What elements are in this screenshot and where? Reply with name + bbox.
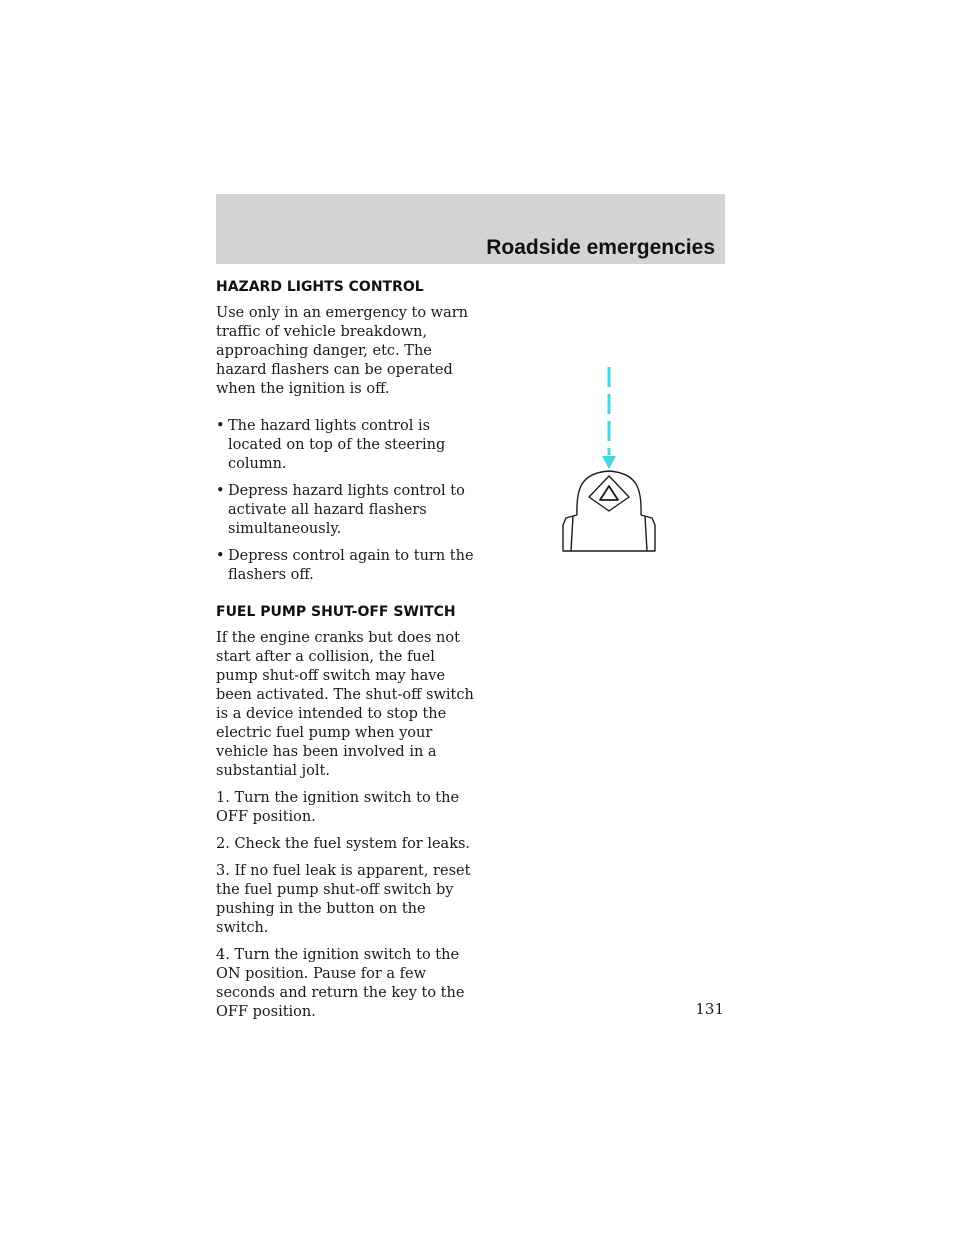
- hazard-triangle-icon: [589, 476, 629, 511]
- hazard-intro-paragraph: Use only in an emergency to warn traffic of vehicle breakdown, approaching danger, etc. The hazard flashers can be operated when the ignition is off.: [216, 305, 468, 397]
- bullet-text: Depress hazard lights control to activate all hazard flashers simultaneously.: [228, 483, 465, 537]
- fuel-pump-step: 1. Turn the ignition switch to the OFF position.: [216, 790, 460, 825]
- list-item: [216, 417, 478, 474]
- bullet-mark: •: [216, 483, 225, 499]
- bullet-text: The hazard lights control is located on top of the steering column.: [228, 418, 446, 472]
- main-content: [216, 278, 478, 1030]
- fuel-pump-step: 2. Check the fuel system for leaks.: [216, 836, 471, 852]
- fuel-pump-step: 4. Turn the ignition switch to the ON position. Pause for a few seconds and return the key to the OFF position.: [216, 947, 465, 1020]
- section-title: Roadside emergencies: [486, 236, 715, 259]
- fuel-pump-step: 3. If no fuel leak is apparent, reset the fuel pump shut-off switch by pushing in the button on the switch.: [216, 863, 471, 936]
- section-header-band: [216, 194, 725, 264]
- bullet-mark: •: [216, 548, 225, 564]
- hazard-bullet-list: [216, 417, 478, 585]
- page-number: 131: [695, 1000, 724, 1018]
- fuel-pump-intro-paragraph: If the engine cranks but does not start after a collision, the fuel pump shut-off switch may have been activated. The shut-off switch is a device intended to stop the electric fuel pump when your vehicle has been involved in a substantial jolt.: [216, 630, 474, 779]
- list-item: [216, 547, 478, 585]
- pointer-arrow-icon: [602, 367, 616, 469]
- hazard-switch-illustration: [548, 365, 668, 565]
- list-item: [216, 482, 478, 539]
- fuel-pump-heading: FUEL PUMP SHUT-OFF SWITCH: [216, 604, 456, 620]
- bullet-mark: •: [216, 418, 225, 434]
- bullet-text: Depress control again to turn the flashers off.: [228, 548, 474, 583]
- hazard-lights-heading: HAZARD LIGHTS CONTROL: [216, 279, 424, 295]
